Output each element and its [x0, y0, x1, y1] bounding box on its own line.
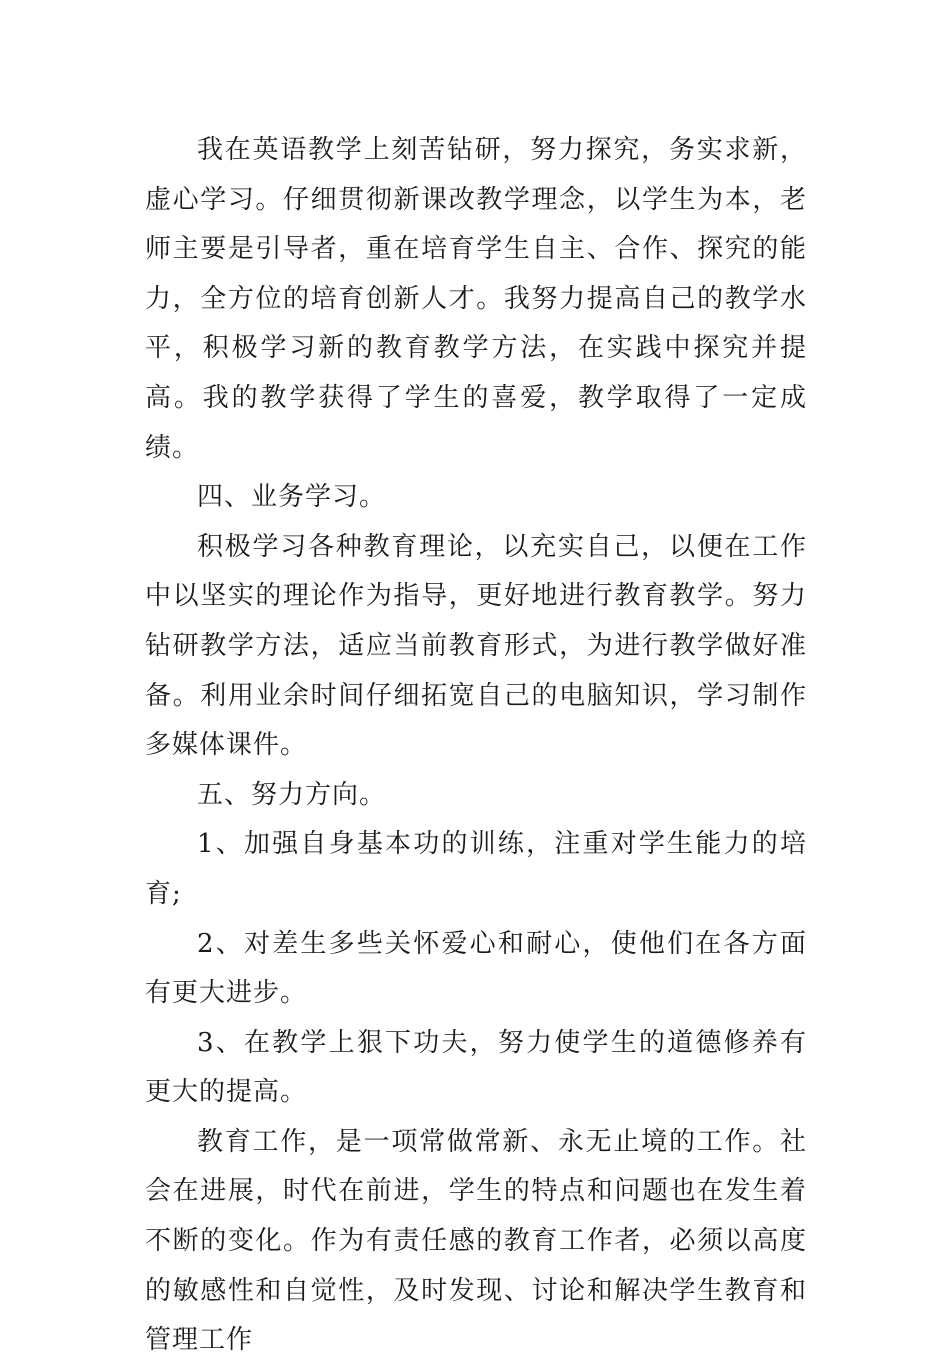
paragraph-business-study: 积极学习各种教育理论，以充实自己，以便在工作中以坚实的理论作为指导，更好地进行教育教学。努力钻研教学方法，适应当前教育形式，为进行教学做好准备。利用业余时间仔细拓宽自己的电脑知识，学习制作多媒体课件。	[145, 531, 807, 761]
document-body	[145, 126, 807, 1366]
paragraph-conclusion: 教育工作，是一项常做常新、永无止境的工作。社会在进展，时代在前进，学生的特点和问题也在发生着不断的变化。作为有责任感的教育工作者，必须以高度的敏感性和自觉性，及时发现、讨论和解决学生教育和管理工作	[145, 1126, 807, 1356]
list-item-2: 2、对差生多些关怀爱心和耐心，使他们在各方面有更大进步。	[145, 928, 807, 1009]
list-item-1: 1、加强自身基本功的训练，注重对学生能力的培育;	[145, 829, 807, 909]
paragraph-english-teaching: 我在英语教学上刻苦钻研，努力探究，务实求新，虚心学习。仔细贯彻新课改教学理念，以学生为本，老师主要是引导者，重在培育学生自主、合作、探究的能力，全方位的培育创新人才。我努力提高自己的教学水平，积极学习新的教育教学方法，在实践中探究并提高。我的教学获得了学生的喜爱，教学取得了一定成绩。	[145, 135, 807, 463]
heading-business-study: 四、业务学习。	[197, 482, 387, 513]
list-item-3: 3、在教学上狠下功夫，努力使学生的道德修养有更大的提高。	[145, 1027, 807, 1108]
heading-effort-direction: 五、努力方向。	[197, 779, 387, 810]
